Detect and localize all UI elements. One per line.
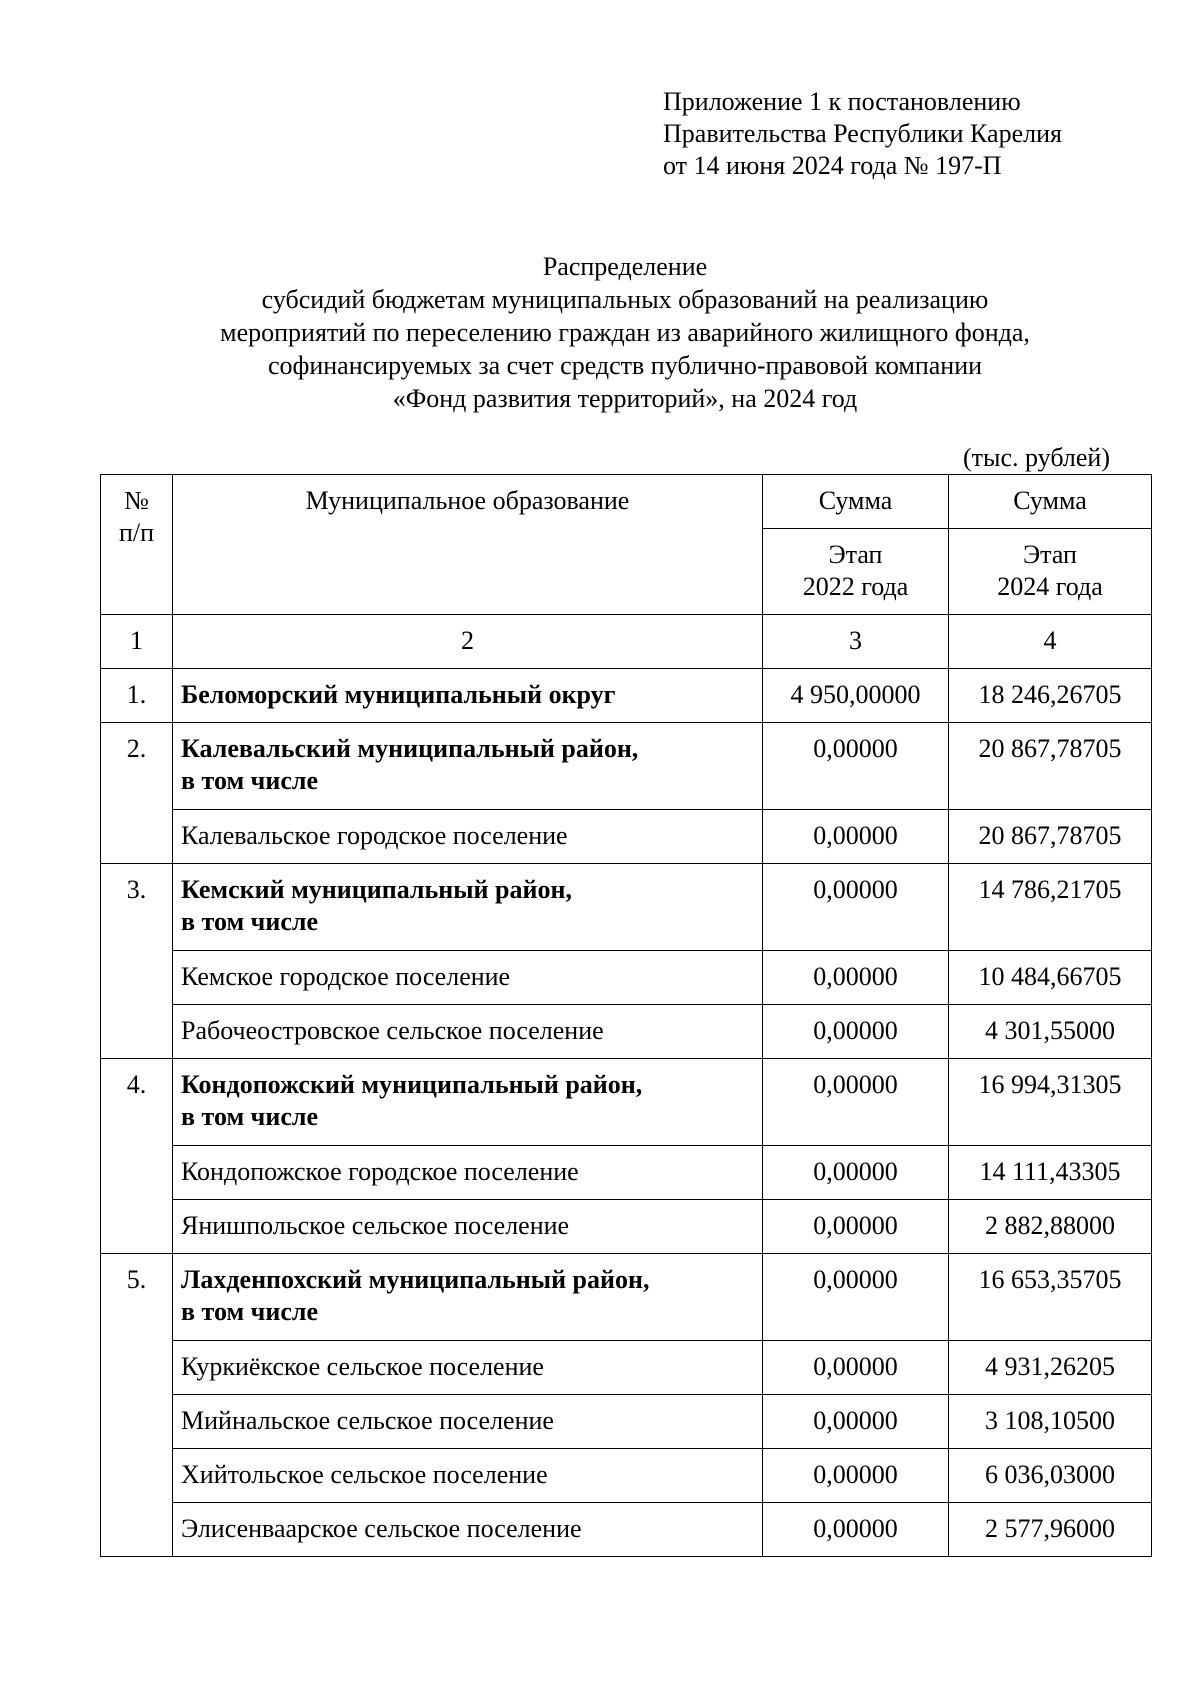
header-stage-2022 (763, 529, 949, 615)
header-stage-label: Этап (828, 540, 883, 569)
municipality-name-line: в том числе (181, 1102, 318, 1131)
settlement-name: Хийтольское сельское поселение (173, 1449, 763, 1503)
amount-2024: 10 484,66705 (949, 951, 1152, 1005)
subsidy-table (100, 474, 1152, 1557)
title-line: субсидий бюджетам муниципальных образований на реализацию (261, 285, 989, 314)
municipality-name-line: в том числе (181, 907, 318, 936)
table-row (101, 1503, 1152, 1557)
header-stage-2024 (949, 529, 1152, 615)
row-number: 1. (101, 669, 173, 723)
amount-2022: 4 950,00000 (763, 669, 949, 723)
amount-2022: 0,00000 (763, 864, 949, 951)
table-row (101, 1146, 1152, 1200)
amount-2022: 0,00000 (763, 1059, 949, 1146)
row-number: 5. (101, 1254, 173, 1557)
municipality-name (173, 669, 763, 723)
amount-2024: 14 786,21705 (949, 864, 1152, 951)
header-sum-2: Сумма (949, 475, 1152, 529)
amount-2022: 0,00000 (763, 1146, 949, 1200)
amount-2024: 20 867,78705 (949, 810, 1152, 864)
table-row (101, 864, 1152, 951)
table-header-row (101, 475, 1152, 529)
table-row (101, 1059, 1152, 1146)
appendix-block (663, 86, 1062, 182)
amount-2022: 0,00000 (763, 1254, 949, 1341)
column-number: 3 (763, 615, 949, 669)
municipality-name-line: Лахденпохский муниципальный район, (181, 1265, 650, 1294)
municipality-name-line: Кемский муниципальный район, (181, 875, 572, 904)
amount-2024: 20 867,78705 (949, 723, 1152, 810)
amount-2022: 0,00000 (763, 1395, 949, 1449)
municipality-name-line: Калевальский муниципальный район, (181, 734, 639, 763)
amount-2022: 0,00000 (763, 723, 949, 810)
settlement-name: Мийнальское сельское поселение (173, 1395, 763, 1449)
title-line: «Фонд развития территорий», на 2024 год (392, 384, 858, 413)
amount-2022: 0,00000 (763, 1449, 949, 1503)
table-row (101, 1449, 1152, 1503)
municipality-name (173, 864, 763, 951)
amount-2024: 4 301,55000 (949, 1005, 1152, 1059)
amount-2024: 14 111,43305 (949, 1146, 1152, 1200)
table-row (101, 669, 1152, 723)
amount-2024: 18 246,26705 (949, 669, 1152, 723)
header-stage-year: 2024 года (997, 572, 1103, 601)
column-number: 1 (101, 615, 173, 669)
column-number-row (101, 615, 1152, 669)
amount-2024: 6 036,03000 (949, 1449, 1152, 1503)
amount-2022: 0,00000 (763, 1341, 949, 1395)
row-number: 3. (101, 864, 173, 1059)
table-row (101, 1005, 1152, 1059)
header-sum-1: Сумма (763, 475, 949, 529)
title-line: Распределение (542, 252, 708, 281)
title-line: мероприятий по переселению граждан из аварийного жилищного фонда, (220, 318, 1030, 347)
row-number: 4. (101, 1059, 173, 1254)
table-row (101, 1200, 1152, 1254)
settlement-name: Кондопожское городское поселение (173, 1146, 763, 1200)
settlement-name: Рабочеостровское сельское поселение (173, 1005, 763, 1059)
settlement-name: Калевальское городское поселение (173, 810, 763, 864)
amount-2024: 16 994,31305 (949, 1059, 1152, 1146)
table-row (101, 810, 1152, 864)
amount-2022: 0,00000 (763, 1005, 949, 1059)
amount-2022: 0,00000 (763, 951, 949, 1005)
header-num (101, 475, 173, 615)
amount-2024: 3 108,10500 (949, 1395, 1152, 1449)
amount-2024: 4 931,26205 (949, 1341, 1152, 1395)
table-row (101, 951, 1152, 1005)
table-row (101, 1395, 1152, 1449)
amount-2024: 16 653,35705 (949, 1254, 1152, 1341)
municipality-name-line: Беломорский муниципальный округ (181, 680, 616, 709)
column-number: 2 (173, 615, 763, 669)
settlement-name: Куркиёкское сельское поселение (173, 1341, 763, 1395)
appendix-line: Правительства Республики Карелия (663, 119, 1062, 148)
settlement-name: Кемское городское поселение (173, 951, 763, 1005)
settlement-name: Янишпольское сельское поселение (173, 1200, 763, 1254)
units-label: (тыс. рублей) (962, 443, 1110, 472)
title-line: софинансируемых за счет средств публично-правовой компании (267, 351, 983, 380)
header-stage-label: Этап (1023, 540, 1077, 569)
municipality-name (173, 723, 763, 810)
amount-2022: 0,00000 (763, 1200, 949, 1254)
header-name: Муниципальное образование (173, 475, 763, 615)
header-stage-year: 2022 года (802, 572, 909, 601)
municipality-name (173, 1254, 763, 1341)
municipality-name-line: в том числе (181, 766, 318, 795)
table-row (101, 1254, 1152, 1341)
amount-2022: 0,00000 (763, 810, 949, 864)
header-num-text: № п/п (118, 486, 155, 547)
amount-2022: 0,00000 (763, 1503, 949, 1557)
appendix-line: от 14 июня 2024 года № 197-П (663, 151, 1002, 180)
settlement-name: Элисенваарское сельское поселение (173, 1503, 763, 1557)
table-row (101, 723, 1152, 810)
municipality-name-line: в том числе (181, 1297, 318, 1326)
municipality-name (173, 1059, 763, 1146)
municipality-name-line: Кондопожский муниципальный район, (181, 1070, 643, 1099)
amount-2024: 2 882,88000 (949, 1200, 1152, 1254)
table-row (101, 1341, 1152, 1395)
amount-2024: 2 577,96000 (949, 1503, 1152, 1557)
appendix-line: Приложение 1 к постановлению (663, 87, 1021, 116)
column-number: 4 (949, 615, 1152, 669)
document-title (100, 250, 1150, 415)
row-number: 2. (101, 723, 173, 864)
